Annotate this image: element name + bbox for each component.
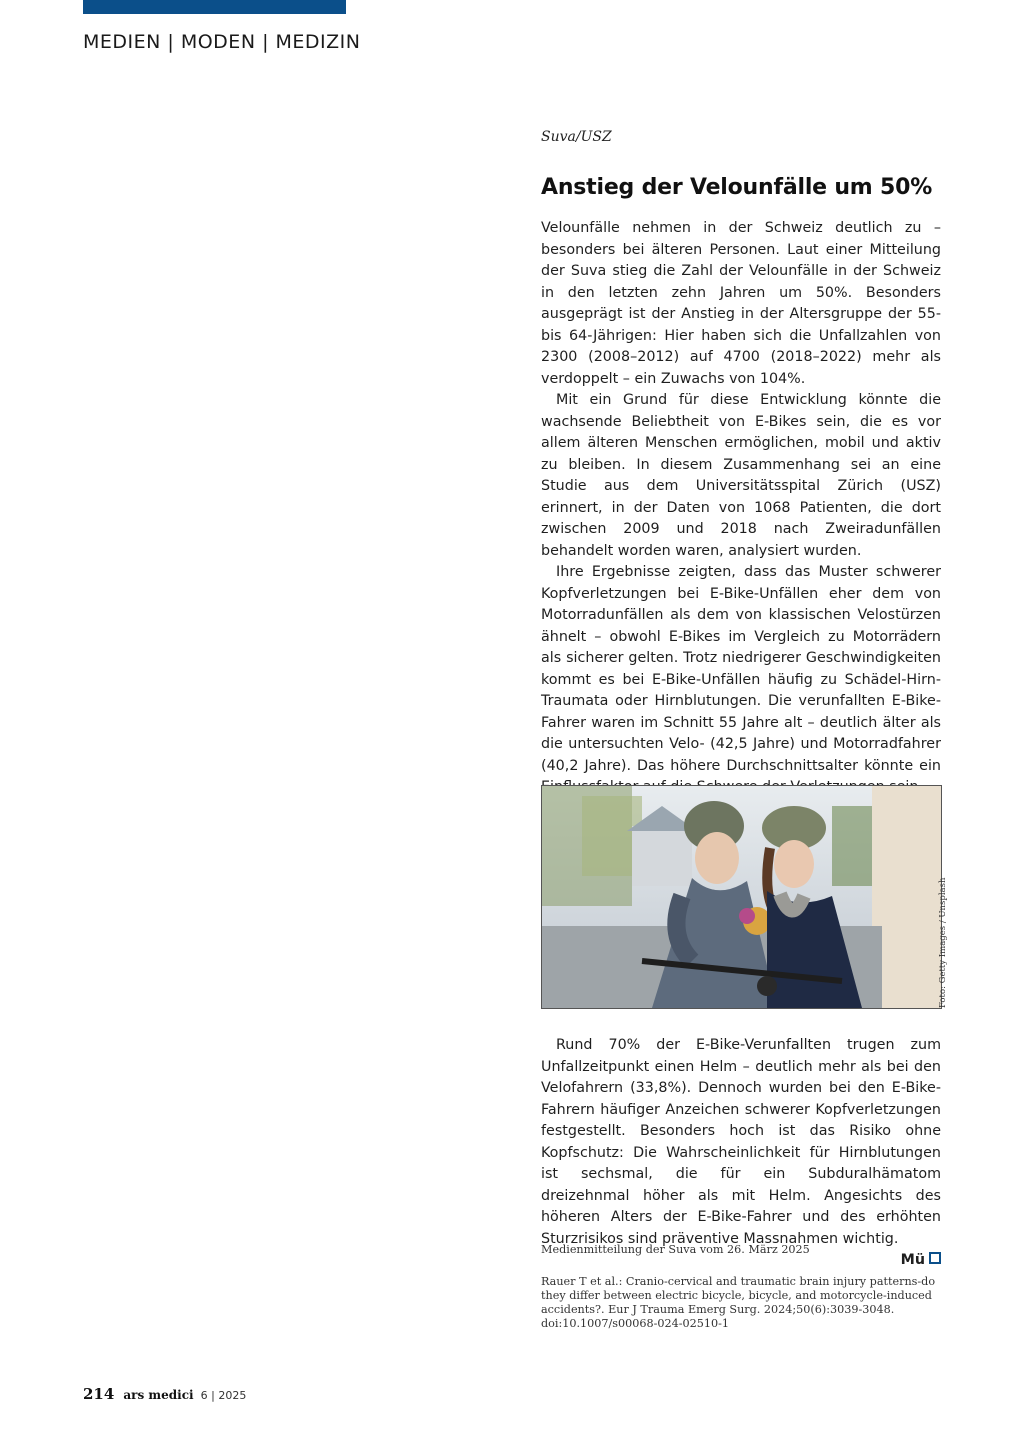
cyclists-illustration xyxy=(542,786,941,1008)
magazine-name: ars medici xyxy=(123,1388,194,1402)
article-title: Anstieg der Velounfälle um 50% xyxy=(541,175,933,200)
source-note-1: Medienmitteilung der Suva vom 26. März 2025 xyxy=(541,1243,810,1256)
issue-number: 6 | 2025 xyxy=(200,1389,247,1402)
paragraph-4: Rund 70% der E-Bike-Verunfallten trugen zum Unfallzeitpunkt einen Helm – deutlich mehr als bei den Velofahrern (33,8%). Dennoch wurden bei den E-Bike-Fahrern häufiger Anzeichen schwerer Kopfverletzungen festgestellt. Besonders hoch ist das Risiko ohne Kopfschutz: Die Wahrscheinlichkeit für Hirnblutungen ist sechsmal, die für ein Subduralhämatom dreizehnmal höher als mit Helm. Angesichts des höheren Alters der E-Bike-Fahrer und des erhöhten Sturzrisikos sind präventive Massnahmen wichtig. xyxy=(541,1037,941,1247)
section-title: MEDIEN | MODEN | MEDIZIN xyxy=(83,31,361,53)
article-body-continued xyxy=(541,1035,941,1272)
article-body xyxy=(541,218,941,799)
paragraph-3: Ihre Ergebnisse zeigten, dass das Muster schwerer Kopfverletzungen bei E-Bike-Unfällen eher dem von Motorradunfällen als dem von klassischen Velostürzen ähnelt – obwohl E-Bikes im Vergleich zu Motorrädern als sicherer gelten. Trotz niedrigerer Geschwindigkeiten kommt es bei E-Bike-Unfällen häufig zu Schädel-Hirn-Traumata oder Hirnblutungen. Die verunfallten E-Bike-Fahrer waren im Schnitt 55 Jahre alt – deutlich älter als die untersuchten Velo- (42,5 Jahre) und Motorradfahrer (40,2 Jahre). Das höhere Durchschnittsalter könnte ein xyxy=(541,564,941,774)
page-footer xyxy=(83,1385,246,1403)
paragraph-2: Mit ein Grund für diese Entwicklung könnte die wachsende Beliebtheit von E-Bikes sein, die es vor allem älteren Menschen ermöglichen, mobil und aktiv zu bleiben. In diesem Zusammenhang sei an eine Studie aus dem Universitätsspital Zürich (USZ) erinnert, in der Daten von 1068 Patienten, die dort zwischen 2009 und 2018 nach Zweiradunfällen behandelt worden waren, analysiert wurden. xyxy=(541,392,941,559)
paragraph-1: Velounfälle nehmen in der Schweiz deutlich zu – besonders bei älteren Personen. Laut einer Mitteilung der Suva stieg die Zahl der Velounfälle in der Schweiz in den letzten zehn Jahren um 50%. Besonders ausgeprägt ist der Anstieg in der Altersgruppe der 55- bis 64-Jährigen: Hier haben sich die Unfallzahlen von 2300 (2008–2012) auf 4700 (2018–2022) mehr als verdoppelt – ein Zuwachs von 104%. xyxy=(541,220,941,387)
photo-credit: Foto: Getty Images / Unsplash xyxy=(938,877,948,1008)
article-kicker: Suva/USZ xyxy=(541,129,612,145)
author-signature: Mü xyxy=(886,1250,941,1272)
article-photo xyxy=(541,785,942,1009)
source-note-2: Rauer T et al.: Cranio-cervical and traumatic brain injury patterns-do they differ between electric bicycle, bicycle, and motorcycle-induced accidents?. Eur J Trauma Emerg Surg. 2024;50(6):3039-3048. doi:10.1007/s00068-024-02510-1 xyxy=(541,1275,936,1330)
header-accent-bar xyxy=(83,0,346,14)
page-number: 214 xyxy=(83,1385,115,1403)
